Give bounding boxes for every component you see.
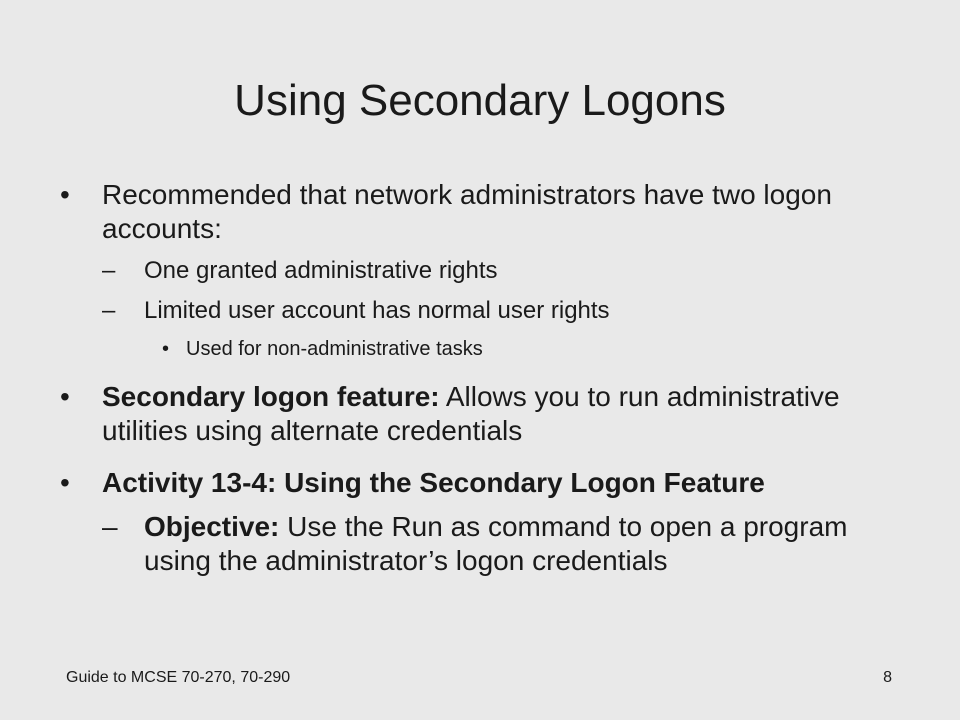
bullet-bold-text: Activity 13-4: Using the Secondary Logon Feature (102, 467, 765, 498)
sub-bullet-text: One granted administrative rights (144, 257, 498, 284)
sub-sub-bullet-item (60, 336, 920, 362)
bullet-text: Recommended that network administrators have two logon accounts: (102, 179, 832, 244)
dash-icon: – (102, 297, 116, 324)
bullet-item (60, 466, 920, 500)
slide-body (60, 178, 920, 578)
bullet-text: Allows you to run administrative utilities using alternate credentials (102, 381, 840, 446)
footer-course-title: Guide to MCSE 70-270, 70-290 (66, 669, 291, 686)
bullet-item (60, 380, 920, 448)
bullet-item (60, 178, 920, 246)
bullet-icon: • (60, 467, 70, 498)
sub-bullet-text: Limited user account has normal user rights (144, 297, 610, 324)
bullet-icon: • (60, 179, 70, 210)
sub-bullet-item (60, 296, 920, 326)
slide-title: Using Secondary Logons (234, 76, 726, 125)
sub-bullet-text: Use the Run as command to open a program using the administrator’s logon credentials (144, 511, 848, 576)
bullet-icon: • (162, 338, 170, 360)
sub-bullet-item (60, 510, 920, 578)
bullet-bold-text: Secondary logon feature: (102, 381, 440, 412)
dash-icon: – (102, 511, 118, 542)
sub-bullet-item (60, 256, 920, 286)
sub-bullet-bold-text: Objective: (144, 511, 280, 542)
footer-page-number: 8 (883, 669, 892, 686)
sub-sub-bullet-text: Used for non-administrative tasks (186, 338, 483, 360)
bullet-icon: • (60, 381, 70, 412)
dash-icon: – (102, 257, 116, 284)
